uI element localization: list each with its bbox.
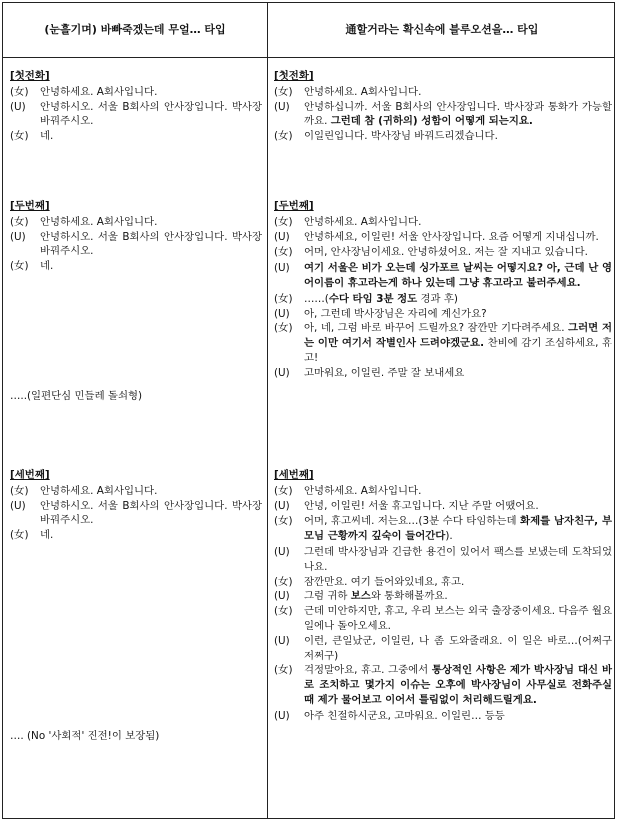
utterance: 안녕하시오. 서울 B회사의 안사장입니다. 박사장 바꿔주시오. <box>40 499 262 527</box>
dialogue-line <box>274 514 612 544</box>
speaker: (女) <box>274 322 293 335</box>
dialogue-line <box>274 292 612 307</box>
utterance: 안녕하세요. A회사입니다. <box>40 85 158 98</box>
utterance-part: 그럼 귀하 <box>304 590 351 603</box>
dialogue-line <box>274 589 612 604</box>
utterance-part: 와 통화해볼까요. <box>370 590 448 603</box>
comparison-table <box>2 2 615 819</box>
dialogue-line <box>274 230 612 245</box>
dialogue-line <box>274 261 612 291</box>
dialogue-line <box>274 663 612 707</box>
left-third-call <box>10 468 262 543</box>
emphasis: 보스 <box>350 590 371 603</box>
speaker: (女) <box>274 85 293 98</box>
utterance: 그런데 박사장님과 긴급한 용건이 있어서 팩스를 보냈는데 도착되었나요. <box>304 545 612 573</box>
speaker: (女) <box>274 664 293 677</box>
speaker: (女) <box>10 529 29 542</box>
dialogue-line <box>274 604 612 634</box>
utterance: 잠깐만요. 여기 들어와있네요, 휴고. <box>304 575 465 588</box>
utterance: 안녕, 이일린! 서울 휴고입니다. 지난 주말 어땠어요. <box>304 499 539 512</box>
utterance: 아, 그런데 박사장님은 자리에 계신가요? <box>304 307 487 320</box>
section-title: [두번째] <box>274 200 314 212</box>
dialogue-line <box>10 230 262 260</box>
utterance: 고마워요, 이일린. 주말 잘 보내세요 <box>304 366 465 379</box>
utterance: 안녕하세요. A회사입니다. <box>40 484 158 497</box>
section-title: [첫전화] <box>10 70 50 82</box>
speaker: (女) <box>274 215 293 228</box>
emphasis: 화제를 남자친구, 부모님 근황까지 깊숙이 들어간다 <box>304 515 612 543</box>
dialogue-line <box>10 484 262 499</box>
utterance: 안녕하세요, 이일린! 서울 안사장입니다. 요즘 어떻게 지내십니까. <box>304 230 599 243</box>
right-first-call <box>274 69 612 144</box>
dialogue-line <box>274 484 612 499</box>
speaker: (U) <box>274 262 290 275</box>
utterance: 안녕하시오. 서울 B회사의 안사장입니다. 박사장 바꿔주시오. <box>40 100 262 128</box>
speaker: (女) <box>274 292 293 305</box>
right-second-call <box>274 199 612 381</box>
dialogue-line <box>10 215 262 230</box>
section-title: [두번째] <box>10 200 50 212</box>
speaker: (女) <box>10 85 29 98</box>
dialogue-line <box>274 499 612 514</box>
dialogue-line <box>274 215 612 230</box>
utterance-part: 아, 네, 그럼 바로 바꾸어 드릴까요? 잠깐만 기다려주세요. <box>304 322 569 335</box>
utterance <box>304 321 612 365</box>
left-second-call <box>10 199 262 274</box>
speaker: (女) <box>274 484 293 497</box>
utterance-part: 경과 후) <box>417 292 458 305</box>
dialogue-line <box>10 129 262 144</box>
emphasis: 그러면 저는 이만 여기서 작별인사 드려야겠군요. <box>304 322 612 350</box>
speaker: (U) <box>274 545 290 558</box>
dialogue-line <box>274 129 612 144</box>
left-column-header: (눈흘기며) 바빠죽겠는데 무얼… 타입 <box>44 22 226 36</box>
right-column-header: 通할거라는 확신속에 블루오션을… 타입 <box>345 22 539 36</box>
emphasis: 통상적인 사항은 제가 박사장님 대신 바로 조치하고 몇가지 이슈는 오후에 박사장님이 사무실로 전화주실 때 제가 물어보고 이어서 틀림없이 처리해드릴게요. <box>304 664 612 706</box>
utterance-part: ). <box>445 530 453 543</box>
utterance-part: 어머, 휴고씨네. 저는요…(3분 수다 타임하는데 <box>304 515 521 528</box>
utterance: 어머, 안사장님이세요. 안녕하셨어요. 저는 잘 지내고 있습니다. <box>304 246 588 259</box>
speaker: (U) <box>274 100 290 113</box>
speaker: (U) <box>274 230 290 243</box>
dialogue-line <box>10 85 262 100</box>
section-title: [첫전화] <box>274 70 314 82</box>
utterance <box>304 292 612 307</box>
dialogue-line <box>274 85 612 100</box>
utterance: 안녕하세요. A회사입니다. <box>304 215 422 228</box>
speaker: (女) <box>274 575 293 588</box>
left-third-note: …. (No '사회적' 진전!이 보장됨) <box>10 730 160 742</box>
utterance: 이런, 큰일났군, 이일린, 나 좀 도와줄래요. 이 일은 바로…(어쩌구 저쩌구) <box>304 634 612 662</box>
speaker: (U) <box>274 709 290 722</box>
section-title: [세번째] <box>274 469 314 481</box>
utterance: 네. <box>40 260 54 273</box>
utterance: 안녕하세요. A회사입니다. <box>304 484 422 497</box>
speaker: (U) <box>274 634 290 647</box>
dialogue-line <box>274 634 612 664</box>
dialogue-line <box>274 321 612 365</box>
utterance: 여기 서울은 비가 오는데 싱가포르 날씨는 어떻지요? 아, 근데 난 영어이름이 휴고라는게 하나 있는데 그냥 휴고라고 불러주세요. <box>304 262 612 289</box>
emphasis: 수다 타임 3분 정도 <box>328 292 418 305</box>
utterance: 안녕하시오. 서울 B회사의 안사장입니다. 박사장 바꿔주시오. <box>40 230 262 258</box>
utterance-part: 걱정말아요, 휴고. 그중에서 <box>304 664 432 677</box>
speaker: (女) <box>274 246 293 259</box>
dialogue-line <box>274 545 612 575</box>
speaker: (女) <box>10 130 29 143</box>
dialogue-line <box>10 499 262 529</box>
speaker: (U) <box>274 590 290 603</box>
dialogue-line <box>274 709 612 724</box>
header-divider <box>3 57 614 58</box>
speaker: (U) <box>10 499 26 512</box>
utterance <box>304 589 612 604</box>
speaker: (U) <box>10 100 26 113</box>
dialogue-line <box>10 259 262 274</box>
utterance <box>304 663 612 707</box>
dialogue-line <box>274 100 612 130</box>
speaker: (女) <box>274 605 293 618</box>
speaker: (女) <box>10 260 29 273</box>
dialogue-line <box>274 245 612 260</box>
utterance: 안녕하세요. A회사입니다. <box>40 215 158 228</box>
utterance: 근데 미안하지만, 휴고, 우리 보스는 외국 출장중이세요. 다음주 월요일에나 돌아오세요. <box>304 605 612 632</box>
utterance: 아주 친절하시군요, 고마워요. 이일린… 등등 <box>304 709 505 722</box>
utterance-part: 찬비에 감기 조심하세요, 휴고! <box>304 337 612 364</box>
utterance: 네. <box>40 529 54 542</box>
utterance <box>304 100 612 130</box>
right-third-call <box>274 468 612 724</box>
utterance-part: 안녕하십니까. 서울 B회사의 안사장입니다. 박사장과 통화가 가능할까요. <box>304 100 612 128</box>
utterance: 네. <box>40 130 54 143</box>
left-first-call <box>10 69 262 144</box>
dialogue-line <box>10 100 262 130</box>
speaker: (U) <box>274 366 290 379</box>
dialogue-line <box>10 528 262 543</box>
column-divider <box>267 3 268 818</box>
utterance <box>304 514 612 544</box>
speaker: (女) <box>274 515 293 528</box>
speaker: (U) <box>10 230 26 243</box>
dialogue-line <box>274 307 612 322</box>
speaker: (女) <box>274 130 293 143</box>
left-second-note: …..(일편단심 민들레 돌쇠형) <box>10 390 143 402</box>
dialogue-line <box>274 575 612 590</box>
dialogue-line <box>274 366 612 381</box>
speaker: (女) <box>10 484 29 497</box>
speaker: (女) <box>10 215 29 228</box>
utterance-part: ……( <box>304 292 329 305</box>
emphasis: 그런데 참 (귀하의) 성함이 어떻게 되는지요. <box>330 115 533 128</box>
speaker: (U) <box>274 499 290 512</box>
utterance: 안녕하세요. A회사입니다. <box>304 85 422 98</box>
utterance: 이일린입니다. 박사장님 바꿔드리겠습니다. <box>304 130 498 143</box>
speaker: (U) <box>274 307 290 320</box>
section-title: [세번째] <box>10 469 50 481</box>
